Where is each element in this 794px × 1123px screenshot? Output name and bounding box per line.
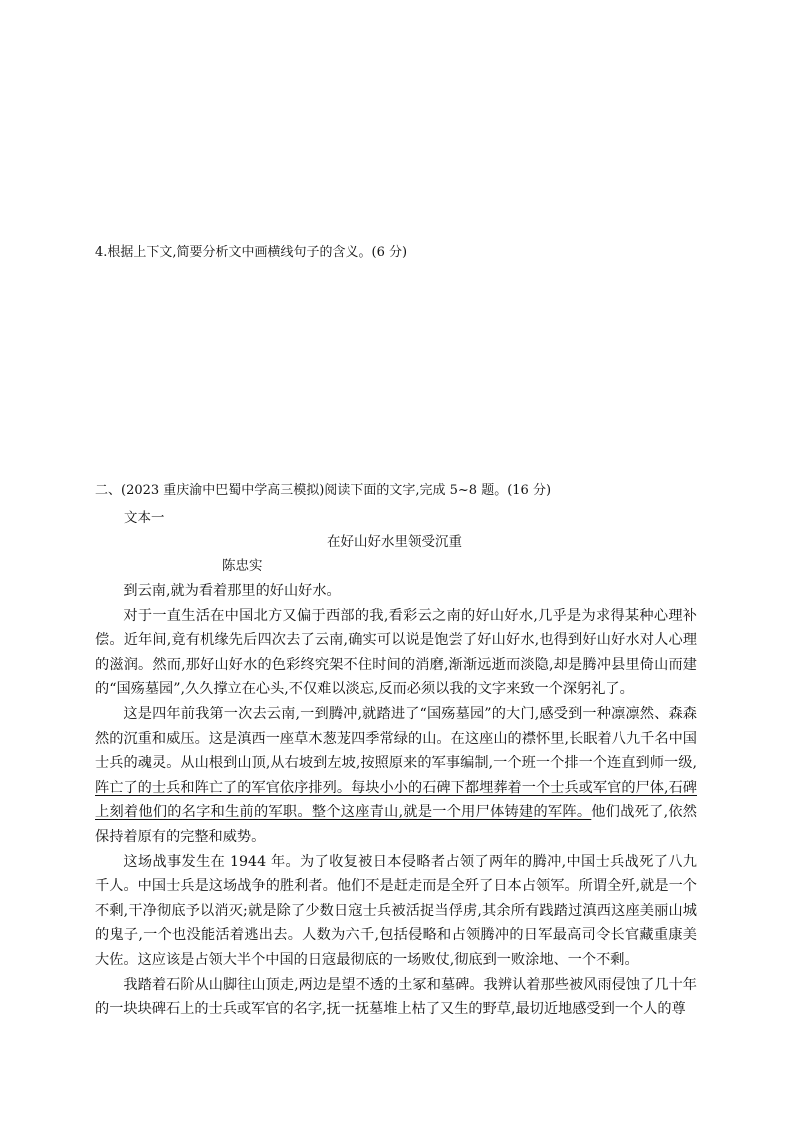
question-4: 4.根据上下文,简要分析文中画横线句子的含义。(6 分)	[95, 245, 408, 260]
text-label: 文本一	[124, 510, 165, 526]
section-2-heading: 二、(2023 重庆渝中巴蜀中学高三模拟)阅读下面的文字,完成 5~8 题。(16 分)	[95, 483, 552, 498]
article-body	[95, 579, 697, 1022]
paragraph-3	[95, 702, 697, 850]
paragraph-2: 对于一直生活在中国北方又偏于西部的我,看彩云之南的好山好水,几乎是为求得某种心理补偿。近年间,竟有机缘先后四次去了云南,确实可以说是饱尝了好山好水,也得到好山好水对人心理的滋润。然而,那好山好水的色彩终究架不住时间的消磨,渐渐远逝而淡隐,却是腾冲县里倚山而建的“国殇墓园”,久久撑立在心头,不仅难以淡忘,反而必须以我的文字来致一个深躬礼了。	[95, 607, 697, 698]
underlined-sentence: 阵亡了的士兵和阵亡了的军官依序排列。每块小小的石碑下都埋葬着一个士兵或军官的尸体,石碑上刻着他们的名字和生前的军职。整个这座青山,就是一个用尸体铸建的军阵。	[95, 779, 697, 821]
paragraph-1: 到云南,就为看着那里的好山好水。	[123, 583, 341, 599]
paragraph-3-before: 这是四年前我第一次去云南,一到腾冲,就踏进了“国殇墓园”的大门,感受到一种凛凛然、森森然的沉重和威压。这是滇西一座草木葱茏四季常绿的山。在这座山的襟怀里,长眠着八九千名中国士兵的魂灵。从山根到山顶,从右坡到左坡,按照原来的军事编制,一个班一个排一个连直到师一级,	[95, 705, 697, 772]
paragraph-4: 这场战事发生在 1944 年。为了收复被日本侵略者占领了两年的腾冲,中国士兵战死了八九千人。中国士兵是这场战争的胜利者。他们不是赶走而是全歼了日本占领军。所谓全歼,就是一个不剩,干净彻底予以消灭;就是除了少数日寇士兵被活捉当俘虏,其余所有践踏过滇西这座美丽山城的鬼子,一个也没能活着逃出去。人数为六千,包括侵略和占领腾冲的日军最高司令长官藏重康美大佐。这应该是占领大半个中国的日寇最彻底的一场败仗,彻底到一败涂地、一个不剩。	[95, 853, 697, 968]
article-title: 在好山好水里领受沉重	[327, 534, 462, 550]
paragraph-3-after: 他们战死了,依然保持着原有的完整和威势。	[95, 804, 697, 845]
paragraph-5: 我踏着石阶从山脚往山顶走,两边是望不透的土冢和墓碑。我辨认着那些被风雨侵蚀了几十年的一块块碑石上的士兵或军官的名字,抚一抚墓堆上枯了又生的野草,最切近地感受到一个人的尊	[95, 976, 697, 1018]
article-author: 陈忠实	[222, 558, 263, 574]
